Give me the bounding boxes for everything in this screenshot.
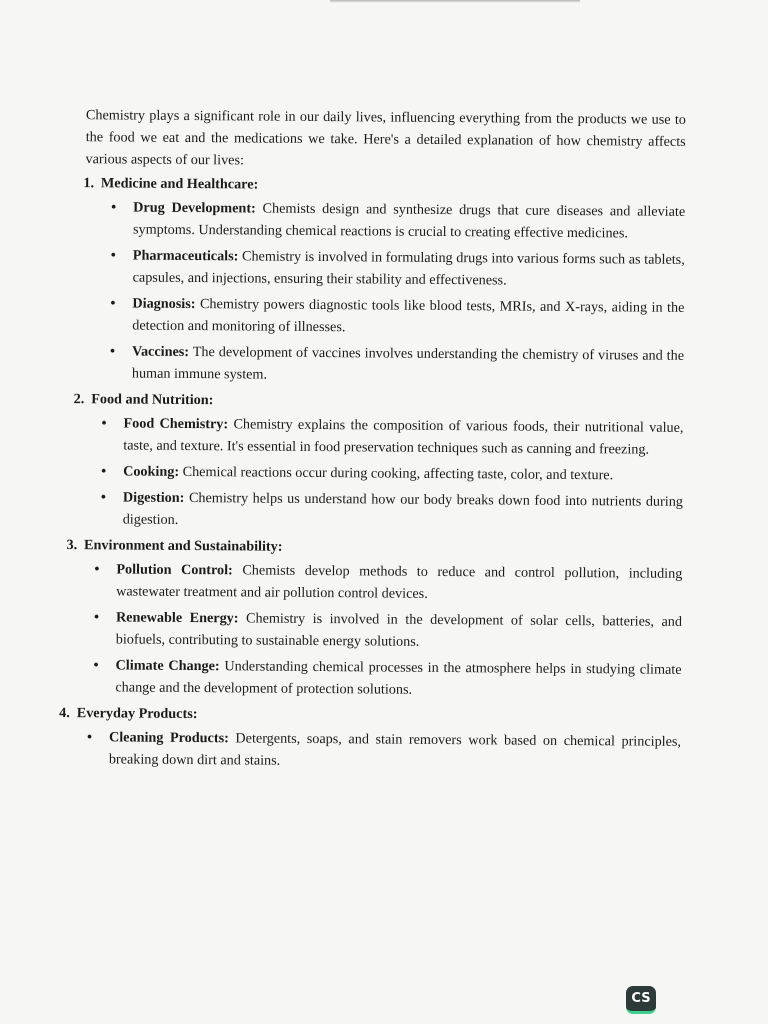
section-title: Everyday Products: xyxy=(76,705,198,723)
bullet-icon: • xyxy=(101,463,107,480)
item-term: Drug Development: xyxy=(133,199,256,217)
item-text: Detergents, soaps, and stain removers work based on chemical principles, breaking down dirt and stains. xyxy=(108,730,682,769)
item-term: Climate Change: xyxy=(115,657,220,675)
item-term: Vaccines: xyxy=(131,343,190,361)
item-text: Chemistry helps us understand how our body breaks down food into nutrients during digestion. xyxy=(122,490,683,528)
list-item xyxy=(82,340,684,389)
section-food xyxy=(73,388,684,535)
bullet-icon: • xyxy=(100,489,106,506)
bullet-icon: • xyxy=(86,729,93,746)
item-term: Digestion: xyxy=(122,489,185,506)
section-number: 1. xyxy=(83,175,95,192)
item-term: Diagnosis: xyxy=(132,295,196,313)
item-text: Chemistry is involved in formulating drugs into various forms such as tablets, capsules, and injections, ensuring their stability and effectiveness. xyxy=(132,248,685,289)
section-environment xyxy=(65,534,682,703)
bullet-icon: • xyxy=(93,657,99,674)
section-heading xyxy=(59,702,681,729)
bullet-icon: • xyxy=(109,343,116,360)
item-text: Chemists develop methods to reduce and control pollution, including wastewater treatment and air pollution control devices. xyxy=(116,562,683,602)
section-number: 4. xyxy=(59,704,70,722)
bullet-icon: • xyxy=(111,199,117,216)
item-term: Food Chemistry: xyxy=(123,415,229,433)
item-term: Cooking: xyxy=(123,463,180,480)
scan-edge-mark xyxy=(330,0,580,3)
bullet-icon: • xyxy=(101,415,107,432)
bullet-icon: • xyxy=(110,295,116,312)
item-text: Chemists design and synthesize drugs that cure diseases and alleviate symptoms. Understanding chemical reactions is crucial to creating effective medicines. xyxy=(132,200,686,242)
section-everyday-products xyxy=(59,702,682,775)
list-item xyxy=(83,196,685,245)
section-heading xyxy=(66,534,682,561)
bullet-icon: • xyxy=(110,247,116,264)
document-page xyxy=(57,104,686,779)
bullet-icon: • xyxy=(93,609,100,626)
item-term: Cleaning Products: xyxy=(108,729,229,747)
item-text: Chemistry explains the composition of various foods, their nutritional value, taste, and texture. It's essential in food preservation techniques such as canning and freezing. xyxy=(123,416,684,458)
item-term: Pollution Control: xyxy=(116,561,233,579)
list-item xyxy=(83,244,685,293)
bullet-list xyxy=(73,412,684,535)
camscanner-logo-icon: CS xyxy=(626,986,656,1014)
item-text: Chemistry is involved in the development of solar cells, batteries, and biofuels, contributing to sustainable energy solutions. xyxy=(115,610,683,650)
list-item xyxy=(82,292,684,341)
list-item xyxy=(66,558,682,607)
item-term: Pharmaceuticals: xyxy=(132,247,239,265)
item-text: Chemistry powers diagnostic tools like blood tests, MRIs, and X-rays, aiding in the detection and monitoring of illnesses. xyxy=(132,296,685,336)
bullet-list xyxy=(65,558,682,703)
list-item xyxy=(73,486,683,535)
section-title: Food and Nutrition: xyxy=(91,391,214,409)
bullet-list xyxy=(59,726,681,775)
item-text: Understanding chemical processes in the atmosphere helps in studying climate change and the development of protection solutions. xyxy=(115,658,682,698)
section-title: Environment and Sustainability: xyxy=(84,537,283,555)
list-item xyxy=(65,654,681,703)
item-text: Chemical reactions occur during cooking, affecting taste, color, and texture. xyxy=(182,463,614,484)
section-heading xyxy=(74,388,684,415)
item-term: Renewable Energy: xyxy=(115,609,239,627)
section-number: 2. xyxy=(73,391,85,408)
bullet-icon: • xyxy=(94,561,100,578)
list-item xyxy=(59,726,681,775)
section-number: 3. xyxy=(66,537,78,554)
list-item xyxy=(73,412,683,461)
list-item xyxy=(73,460,683,487)
intro-paragraph: Chemistry plays a significant role in our daily lives, influencing everything from the products we use to the food we eat and the medications we take. Here's a detailed explanation of how chemistry affects various aspects of our lives: xyxy=(85,107,686,169)
item-text: The development of vaccines involves understanding the chemistry of viruses and the human immune system. xyxy=(131,344,685,383)
list-item xyxy=(66,606,682,655)
section-medicine xyxy=(82,172,686,389)
section-heading xyxy=(83,172,685,199)
section-title: Medicine and Healthcare: xyxy=(100,175,259,193)
bullet-list xyxy=(82,196,685,389)
